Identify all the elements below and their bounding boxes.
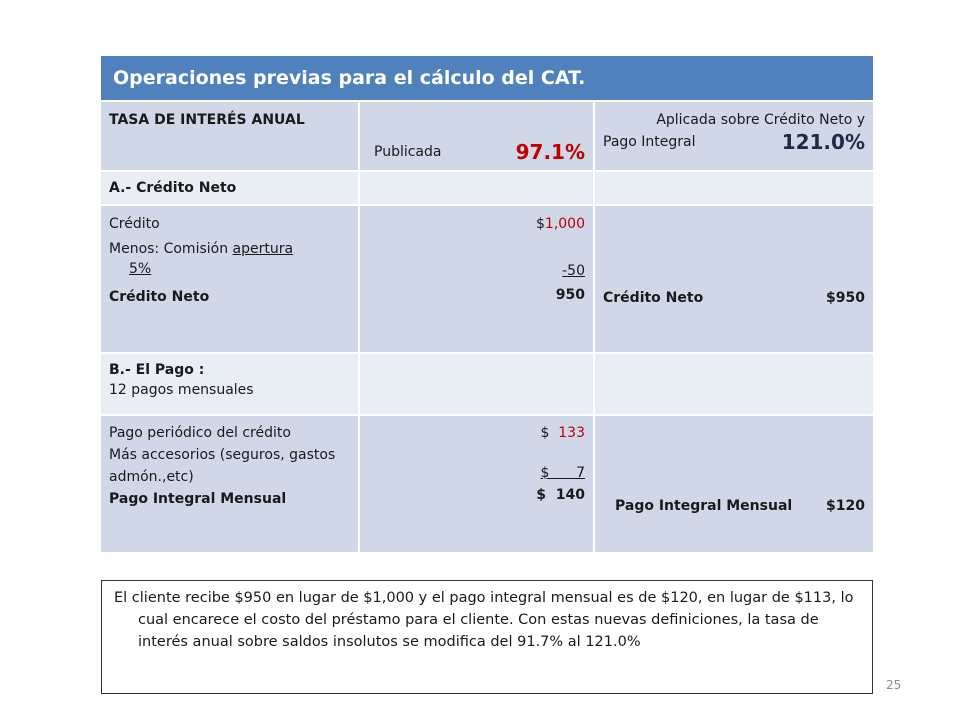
credito-value: $1,000: [535, 216, 585, 232]
section-a-title: A.- Crédito Neto: [101, 172, 358, 204]
note-text: El cliente recibe $950 en lugar de $1,000 y el pago integral mensual es de $120, en lugar de $113, lo cual encarece el costo del préstamo para el cliente. Con estas nuevas definiciones, la tasa de interés anual sobre saldos insolutos se modifica del 91.7% al 121.0%: [114, 590, 854, 650]
accesorios-value: $ 7: [540, 465, 585, 481]
rate-aplicada-cell: [593, 102, 873, 170]
section-b-title: B.- El Pago :: [109, 362, 205, 378]
section-b-empty-2: [358, 354, 593, 414]
section-a-empty-2: [358, 172, 593, 204]
section-b-row: [101, 352, 873, 414]
cat-table: [101, 56, 873, 552]
pago-values: [358, 416, 593, 552]
credito-neto-summary: [593, 206, 873, 352]
rate-label: TASA DE INTERÉS ANUAL: [101, 102, 358, 170]
pago-integral-value: $ 140: [536, 487, 585, 503]
pago-integral-summary-label: Pago Integral Mensual: [615, 498, 793, 514]
pago-periodico-label: Pago periódico del crédito: [109, 425, 291, 441]
publicada-value: 97.1%: [515, 140, 585, 164]
section-b-empty-3: [593, 354, 873, 414]
page-number: 25: [886, 678, 902, 692]
pago-integral-label: Pago Integral Mensual: [109, 491, 287, 507]
accesorios-label: Más accesorios (seguros, gastos admón.,etc): [109, 447, 336, 485]
explanation-note: [101, 580, 873, 694]
table-title: Operaciones previas para el cálculo del CAT.: [101, 56, 873, 100]
rate-row: [101, 100, 873, 170]
section-b-subtitle: 12 pagos mensuales: [109, 382, 254, 398]
credito-labels: [101, 206, 358, 352]
pago-periodico-value: $ 133: [540, 425, 585, 441]
comision-value: -50: [562, 263, 585, 279]
section-a-row: [101, 170, 873, 204]
pago-row: [101, 414, 873, 552]
aplicada-line2: [603, 132, 865, 152]
credito-neto-summary-value: $950: [826, 290, 865, 306]
credito-row: [101, 204, 873, 352]
section-b-labels: [101, 354, 358, 414]
publicada-label: Publicada: [374, 144, 442, 160]
pago-labels: [101, 416, 358, 552]
aplicada-value: 121.0%: [781, 130, 865, 154]
pago-integral-summary-value: $120: [826, 498, 865, 514]
credito-values: [358, 206, 593, 352]
aplicada-label: Pago Integral: [603, 134, 696, 150]
comision-label: Menos: Comisión apertura 5%: [109, 241, 294, 277]
rate-publicada-cell: [358, 102, 593, 170]
credito-neto-label: Crédito Neto: [109, 289, 210, 305]
credito-label: Crédito: [109, 216, 160, 232]
credito-neto-summary-label: Crédito Neto: [603, 290, 704, 306]
aplicada-line1: Aplicada sobre Crédito Neto y: [656, 112, 865, 128]
credito-neto-value: 950: [555, 287, 585, 303]
pago-integral-summary: [593, 416, 873, 552]
section-a-empty-3: [593, 172, 873, 204]
